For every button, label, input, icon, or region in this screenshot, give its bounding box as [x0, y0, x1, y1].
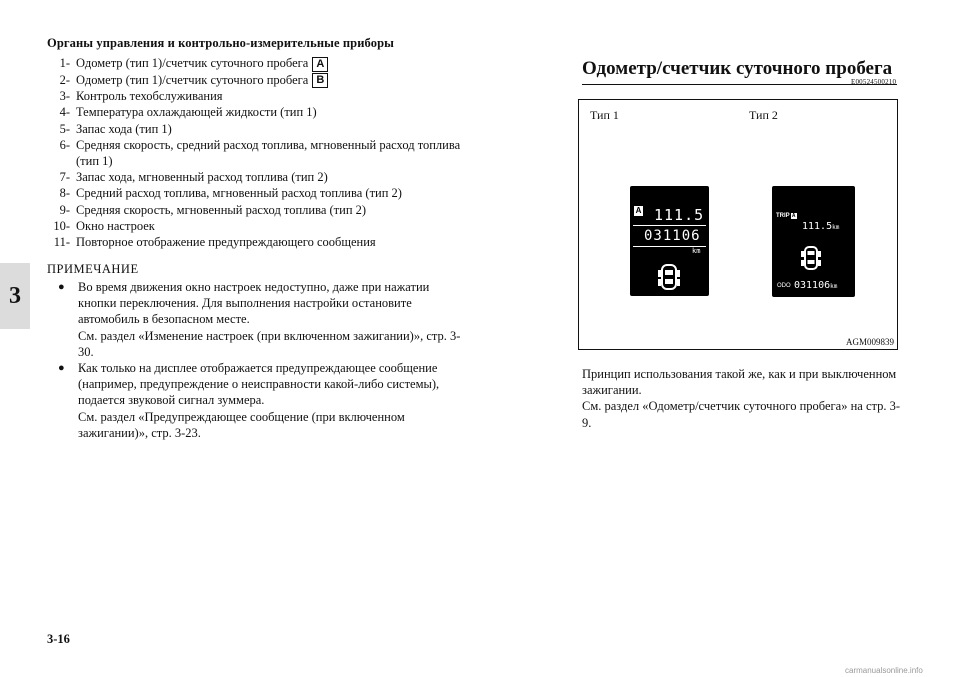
note-reference: См. раздел «Предупреждающее сообщение (при включенном зажигании)», стр. 3-23.: [78, 409, 405, 440]
list-item-number: 7-: [59, 170, 70, 185]
figure-id: AGM009839: [845, 337, 894, 347]
list-item: [40, 218, 470, 234]
list-item-text: Запас хода, мгновенный расход топлива (тип 2): [76, 170, 328, 185]
trip-label: TRIP A: [776, 213, 796, 219]
odometer-value: 031106: [644, 228, 701, 244]
list-item-text: Температура охлаждающей жидкости (тип 1): [76, 105, 317, 120]
title-divider: [582, 84, 897, 85]
trip-value: 111.5: [654, 206, 705, 224]
list-item-number: 9-: [59, 202, 70, 217]
legend-list: [40, 55, 470, 250]
list-item: [40, 72, 470, 89]
bullet-icon: ●: [58, 362, 65, 375]
trip-value: 111.5km: [802, 221, 840, 232]
display-divider: [633, 225, 706, 226]
list-item-text: Средняя скорость, средний расход топлива, мгновенный расход топлива (тип 1): [76, 137, 461, 169]
note-reference: См. раздел «Изменение настроек (при включенном зажигании)», стр. 3-30.: [78, 328, 461, 359]
note-text: Как только на дисплее отображается предупреждающее сообщение (например, предупреждение о неисправности какой-либо системы), подается звуковой сигнал зуммера.: [78, 361, 440, 408]
note-bullet: [58, 360, 468, 441]
watermark: carmanualsonline.info: [845, 666, 923, 675]
type1-display: [630, 186, 709, 296]
page-header: Органы управления и контрольно-измерительные приборы: [47, 36, 394, 50]
list-item: [40, 104, 470, 120]
note-bullet: [58, 279, 468, 360]
list-item-text: Повторное отображение предупреждающего сообщения: [76, 235, 376, 250]
list-item-text: Одометр (тип 1)/счетчик суточного пробега: [76, 72, 309, 87]
list-item-number: 11-: [53, 235, 70, 250]
list-item: [40, 169, 470, 185]
list-item-number: 10-: [53, 218, 70, 233]
list-item: [40, 202, 470, 218]
paragraph-reference: См. раздел «Одометр/счетчик суточного пробега» на стр. 3-9.: [582, 399, 901, 430]
type2-label: Тип 2: [749, 108, 778, 122]
list-item: [40, 137, 470, 169]
list-item-text: Контроль техобслуживания: [76, 89, 223, 104]
car-icon: [800, 244, 822, 272]
section-title: Одометр/счетчик суточного пробега: [582, 58, 893, 79]
list-item: [40, 185, 470, 201]
unit-label: km: [692, 247, 701, 255]
paragraph-text: Принцип использования такой же, как и при выключенном зажигании.: [582, 367, 897, 398]
list-item-number: 2-: [59, 72, 70, 87]
list-item-number: 5-: [59, 121, 70, 136]
chapter-number: 3: [9, 282, 21, 309]
list-item-number: 3-: [59, 89, 70, 104]
badge-a: A: [312, 57, 328, 72]
note-text: Во время движения окно настроек недоступно, даже при нажатии кнопки переключения. Для выполнения настройки остановите автомобиль в безопасном месте.: [78, 280, 430, 327]
list-item-number: 1-: [59, 56, 70, 70]
section-paragraph: [582, 366, 902, 431]
list-item-text: Средняя скорость, мгновенный расход топлива (тип 2): [76, 202, 367, 217]
note-body: [58, 279, 468, 441]
display-figure: [578, 99, 898, 350]
trip-a-badge: A: [635, 206, 642, 215]
trip-a-badge: A: [791, 213, 796, 219]
list-item: [40, 88, 470, 104]
bullet-icon: ●: [58, 281, 65, 293]
odometer-value: 031106km: [794, 280, 838, 291]
list-item-text: Средний расход топлива, мгновенный расход топлива (тип 2): [76, 186, 402, 201]
list-item-number: 4-: [59, 105, 70, 120]
list-item-number: 6-: [59, 137, 70, 152]
note-title: ПРИМЕЧАНИЕ: [47, 262, 139, 276]
type1-label: Тип 1: [590, 108, 619, 122]
list-item: [40, 121, 470, 137]
page-number: 3-16: [47, 632, 70, 646]
list-item-text: Запас хода (тип 1): [76, 121, 172, 136]
car-icon: [657, 262, 681, 292]
badge-b: B: [312, 73, 328, 88]
list-item-text: Окно настроек: [76, 218, 155, 233]
odo-label: ODO: [777, 283, 791, 289]
list-item-text: Одометр (тип 1)/счетчик суточного пробега: [76, 56, 309, 70]
chapter-tab: [0, 263, 30, 329]
section-code: E00524500210: [851, 78, 897, 86]
list-item: [40, 234, 470, 250]
type2-display: [772, 186, 855, 297]
list-item-number: 8-: [59, 186, 70, 201]
list-item: [40, 55, 470, 72]
